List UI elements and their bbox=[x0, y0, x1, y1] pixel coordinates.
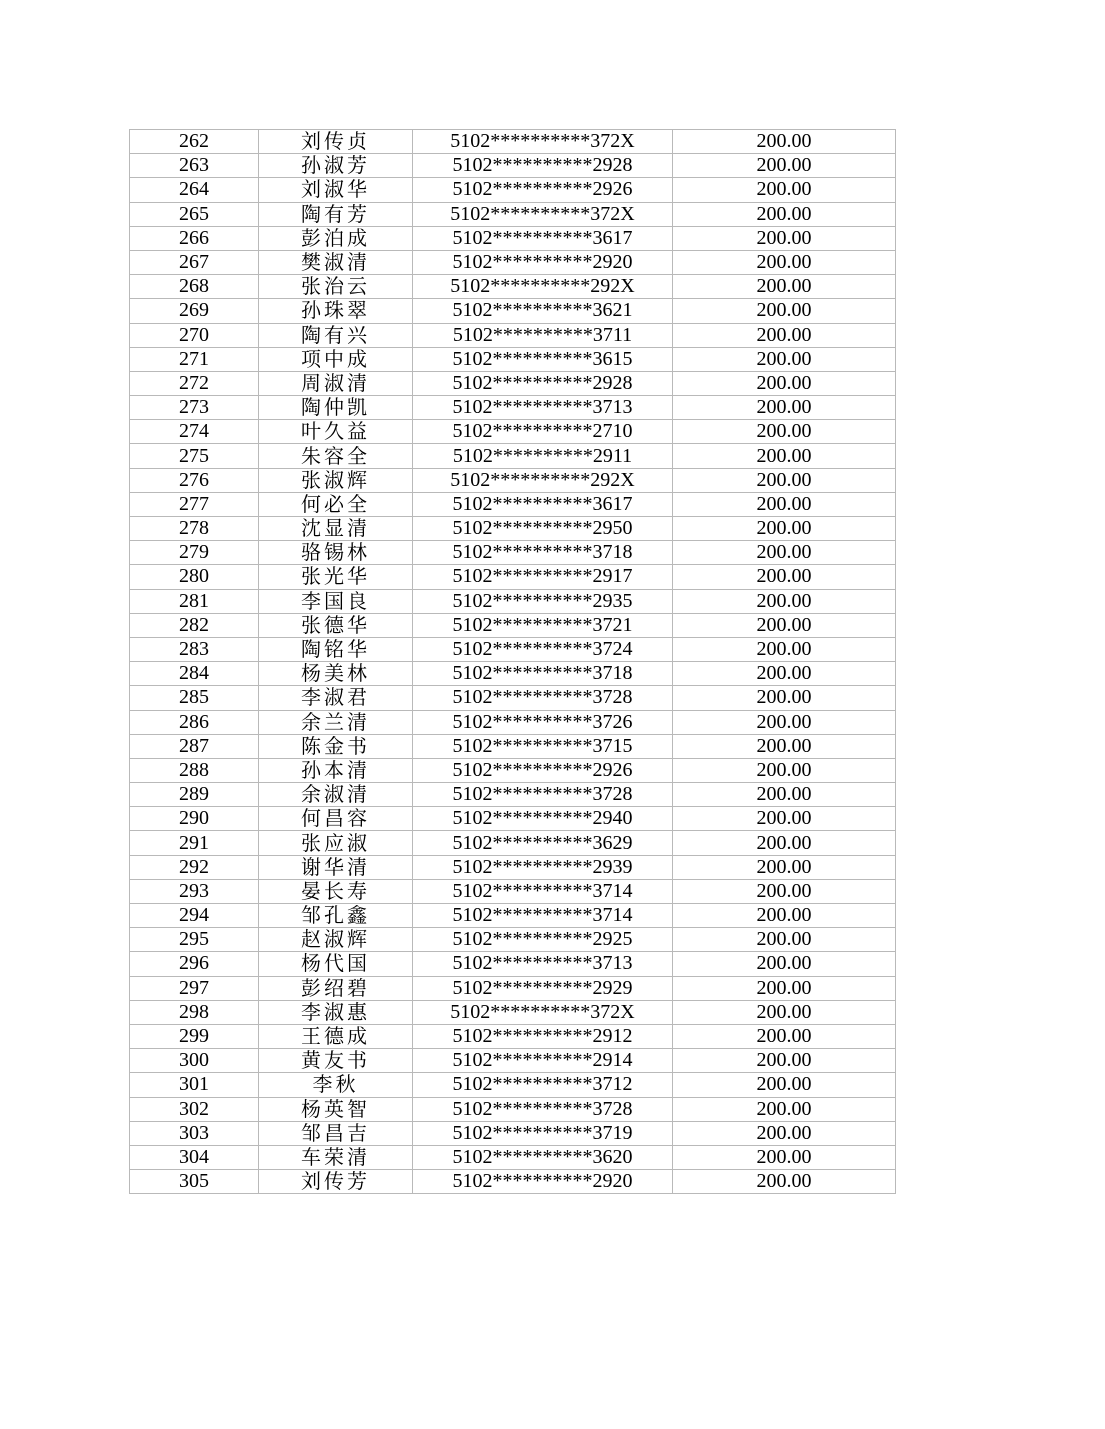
id-number-cell: 5102**********2939 bbox=[413, 855, 673, 879]
amount-cell: 200.00 bbox=[673, 928, 896, 952]
id-number-cell: 5102**********3712 bbox=[413, 1073, 673, 1097]
table-row bbox=[130, 492, 896, 516]
id-number-cell: 5102**********372X bbox=[413, 1000, 673, 1024]
amount-cell: 200.00 bbox=[673, 710, 896, 734]
row-number-cell: 294 bbox=[130, 904, 259, 928]
amount-cell: 200.00 bbox=[673, 492, 896, 516]
table-row bbox=[130, 1145, 896, 1169]
table-row bbox=[130, 178, 896, 202]
table-row bbox=[130, 976, 896, 1000]
amount-cell: 200.00 bbox=[673, 371, 896, 395]
id-number-cell: 5102**********3719 bbox=[413, 1121, 673, 1145]
id-number-cell: 5102**********2911 bbox=[413, 444, 673, 468]
table-row bbox=[130, 299, 896, 323]
row-number-cell: 268 bbox=[130, 275, 259, 299]
name-cell: 李淑惠 bbox=[259, 1000, 413, 1024]
amount-cell: 200.00 bbox=[673, 178, 896, 202]
id-number-cell: 5102**********2912 bbox=[413, 1024, 673, 1048]
row-number-cell: 304 bbox=[130, 1145, 259, 1169]
id-number-cell: 5102**********2928 bbox=[413, 154, 673, 178]
id-number-cell: 5102**********3726 bbox=[413, 710, 673, 734]
id-number-cell: 5102**********2926 bbox=[413, 178, 673, 202]
table-row bbox=[130, 1121, 896, 1145]
row-number-cell: 278 bbox=[130, 517, 259, 541]
table-row bbox=[130, 468, 896, 492]
table-row bbox=[130, 371, 896, 395]
roster-table-body bbox=[130, 130, 896, 1194]
amount-cell: 200.00 bbox=[673, 976, 896, 1000]
row-number-cell: 286 bbox=[130, 710, 259, 734]
name-cell: 邹孔鑫 bbox=[259, 904, 413, 928]
name-cell: 杨英智 bbox=[259, 1097, 413, 1121]
id-number-cell: 5102**********2928 bbox=[413, 371, 673, 395]
table-row bbox=[130, 879, 896, 903]
name-cell: 沈显清 bbox=[259, 517, 413, 541]
table-row bbox=[130, 347, 896, 371]
table-row bbox=[130, 589, 896, 613]
amount-cell: 200.00 bbox=[673, 686, 896, 710]
id-number-cell: 5102**********2940 bbox=[413, 807, 673, 831]
name-cell: 张德华 bbox=[259, 613, 413, 637]
id-number-cell: 5102**********3617 bbox=[413, 226, 673, 250]
amount-cell: 200.00 bbox=[673, 1073, 896, 1097]
id-number-cell: 5102**********3728 bbox=[413, 1097, 673, 1121]
amount-cell: 200.00 bbox=[673, 299, 896, 323]
name-cell: 刘传芳 bbox=[259, 1170, 413, 1194]
row-number-cell: 279 bbox=[130, 541, 259, 565]
amount-cell: 200.00 bbox=[673, 637, 896, 661]
name-cell: 樊淑清 bbox=[259, 250, 413, 274]
row-number-cell: 300 bbox=[130, 1049, 259, 1073]
name-cell: 李秋 bbox=[259, 1073, 413, 1097]
table-row bbox=[130, 1073, 896, 1097]
table-row bbox=[130, 444, 896, 468]
amount-cell: 200.00 bbox=[673, 420, 896, 444]
name-cell: 孙淑芳 bbox=[259, 154, 413, 178]
table-row bbox=[130, 202, 896, 226]
id-number-cell: 5102**********292X bbox=[413, 468, 673, 492]
row-number-cell: 303 bbox=[130, 1121, 259, 1145]
amount-cell: 200.00 bbox=[673, 1121, 896, 1145]
id-number-cell: 5102**********2917 bbox=[413, 565, 673, 589]
table-row bbox=[130, 613, 896, 637]
name-cell: 陶铭华 bbox=[259, 637, 413, 661]
id-number-cell: 5102**********3713 bbox=[413, 396, 673, 420]
id-number-cell: 5102**********2920 bbox=[413, 1170, 673, 1194]
row-number-cell: 281 bbox=[130, 589, 259, 613]
row-number-cell: 283 bbox=[130, 637, 259, 661]
name-cell: 杨美林 bbox=[259, 662, 413, 686]
name-cell: 刘传贞 bbox=[259, 130, 413, 154]
id-number-cell: 5102**********3718 bbox=[413, 541, 673, 565]
name-cell: 何必全 bbox=[259, 492, 413, 516]
row-number-cell: 265 bbox=[130, 202, 259, 226]
amount-cell: 200.00 bbox=[673, 855, 896, 879]
row-number-cell: 282 bbox=[130, 613, 259, 637]
amount-cell: 200.00 bbox=[673, 396, 896, 420]
table-row bbox=[130, 637, 896, 661]
amount-cell: 200.00 bbox=[673, 783, 896, 807]
row-number-cell: 267 bbox=[130, 250, 259, 274]
name-cell: 彭绍碧 bbox=[259, 976, 413, 1000]
name-cell: 孙本清 bbox=[259, 758, 413, 782]
name-cell: 张淑辉 bbox=[259, 468, 413, 492]
amount-cell: 200.00 bbox=[673, 1049, 896, 1073]
row-number-cell: 302 bbox=[130, 1097, 259, 1121]
name-cell: 邹昌吉 bbox=[259, 1121, 413, 1145]
amount-cell: 200.00 bbox=[673, 904, 896, 928]
id-number-cell: 5102**********2926 bbox=[413, 758, 673, 782]
id-number-cell: 5102**********2710 bbox=[413, 420, 673, 444]
row-number-cell: 296 bbox=[130, 952, 259, 976]
table-row bbox=[130, 1170, 896, 1194]
id-number-cell: 5102**********3721 bbox=[413, 613, 673, 637]
row-number-cell: 298 bbox=[130, 1000, 259, 1024]
id-number-cell: 5102**********3714 bbox=[413, 904, 673, 928]
id-number-cell: 5102**********3718 bbox=[413, 662, 673, 686]
table-row bbox=[130, 855, 896, 879]
table-row bbox=[130, 807, 896, 831]
row-number-cell: 289 bbox=[130, 783, 259, 807]
row-number-cell: 299 bbox=[130, 1024, 259, 1048]
name-cell: 骆锡林 bbox=[259, 541, 413, 565]
table-row bbox=[130, 226, 896, 250]
name-cell: 王德成 bbox=[259, 1024, 413, 1048]
id-number-cell: 5102**********3728 bbox=[413, 783, 673, 807]
name-cell: 李淑君 bbox=[259, 686, 413, 710]
amount-cell: 200.00 bbox=[673, 613, 896, 637]
id-number-cell: 5102**********3715 bbox=[413, 734, 673, 758]
amount-cell: 200.00 bbox=[673, 1097, 896, 1121]
table-row bbox=[130, 662, 896, 686]
name-cell: 晏长寿 bbox=[259, 879, 413, 903]
amount-cell: 200.00 bbox=[673, 275, 896, 299]
row-number-cell: 287 bbox=[130, 734, 259, 758]
amount-cell: 200.00 bbox=[673, 565, 896, 589]
table-row bbox=[130, 783, 896, 807]
id-number-cell: 5102**********3713 bbox=[413, 952, 673, 976]
name-cell: 叶久益 bbox=[259, 420, 413, 444]
name-cell: 何昌容 bbox=[259, 807, 413, 831]
amount-cell: 200.00 bbox=[673, 541, 896, 565]
id-number-cell: 5102**********372X bbox=[413, 202, 673, 226]
amount-cell: 200.00 bbox=[673, 1024, 896, 1048]
row-number-cell: 301 bbox=[130, 1073, 259, 1097]
amount-cell: 200.00 bbox=[673, 468, 896, 492]
row-number-cell: 292 bbox=[130, 855, 259, 879]
name-cell: 杨代国 bbox=[259, 952, 413, 976]
table-row bbox=[130, 420, 896, 444]
row-number-cell: 277 bbox=[130, 492, 259, 516]
table-row bbox=[130, 831, 896, 855]
table-row bbox=[130, 928, 896, 952]
amount-cell: 200.00 bbox=[673, 250, 896, 274]
amount-cell: 200.00 bbox=[673, 879, 896, 903]
table-row bbox=[130, 396, 896, 420]
amount-cell: 200.00 bbox=[673, 154, 896, 178]
name-cell: 张光华 bbox=[259, 565, 413, 589]
id-number-cell: 5102**********2950 bbox=[413, 517, 673, 541]
row-number-cell: 288 bbox=[130, 758, 259, 782]
amount-cell: 200.00 bbox=[673, 347, 896, 371]
amount-cell: 200.00 bbox=[673, 831, 896, 855]
id-number-cell: 5102**********2925 bbox=[413, 928, 673, 952]
name-cell: 余兰清 bbox=[259, 710, 413, 734]
name-cell: 黄友书 bbox=[259, 1049, 413, 1073]
row-number-cell: 290 bbox=[130, 807, 259, 831]
row-number-cell: 272 bbox=[130, 371, 259, 395]
row-number-cell: 285 bbox=[130, 686, 259, 710]
table-row bbox=[130, 323, 896, 347]
name-cell: 陶有兴 bbox=[259, 323, 413, 347]
amount-cell: 200.00 bbox=[673, 517, 896, 541]
row-number-cell: 262 bbox=[130, 130, 259, 154]
table-row bbox=[130, 1097, 896, 1121]
amount-cell: 200.00 bbox=[673, 1145, 896, 1169]
table-row bbox=[130, 952, 896, 976]
row-number-cell: 270 bbox=[130, 323, 259, 347]
row-number-cell: 263 bbox=[130, 154, 259, 178]
id-number-cell: 5102**********3724 bbox=[413, 637, 673, 661]
name-cell: 陶有芳 bbox=[259, 202, 413, 226]
id-number-cell: 5102**********2914 bbox=[413, 1049, 673, 1073]
amount-cell: 200.00 bbox=[673, 734, 896, 758]
row-number-cell: 264 bbox=[130, 178, 259, 202]
table-row bbox=[130, 154, 896, 178]
id-number-cell: 5102**********3711 bbox=[413, 323, 673, 347]
id-number-cell: 5102**********2920 bbox=[413, 250, 673, 274]
row-number-cell: 293 bbox=[130, 879, 259, 903]
amount-cell: 200.00 bbox=[673, 758, 896, 782]
row-number-cell: 276 bbox=[130, 468, 259, 492]
amount-cell: 200.00 bbox=[673, 444, 896, 468]
id-number-cell: 5102**********3617 bbox=[413, 492, 673, 516]
amount-cell: 200.00 bbox=[673, 130, 896, 154]
row-number-cell: 291 bbox=[130, 831, 259, 855]
name-cell: 陈金书 bbox=[259, 734, 413, 758]
name-cell: 余淑清 bbox=[259, 783, 413, 807]
row-number-cell: 274 bbox=[130, 420, 259, 444]
name-cell: 项中成 bbox=[259, 347, 413, 371]
id-number-cell: 5102**********3728 bbox=[413, 686, 673, 710]
table-row bbox=[130, 517, 896, 541]
id-number-cell: 5102**********292X bbox=[413, 275, 673, 299]
table-row bbox=[130, 710, 896, 734]
table-row bbox=[130, 275, 896, 299]
row-number-cell: 280 bbox=[130, 565, 259, 589]
name-cell: 张治云 bbox=[259, 275, 413, 299]
name-cell: 周淑清 bbox=[259, 371, 413, 395]
row-number-cell: 266 bbox=[130, 226, 259, 250]
amount-cell: 200.00 bbox=[673, 662, 896, 686]
amount-cell: 200.00 bbox=[673, 807, 896, 831]
id-number-cell: 5102**********3621 bbox=[413, 299, 673, 323]
id-number-cell: 5102**********372X bbox=[413, 130, 673, 154]
amount-cell: 200.00 bbox=[673, 323, 896, 347]
id-number-cell: 5102**********2935 bbox=[413, 589, 673, 613]
amount-cell: 200.00 bbox=[673, 1000, 896, 1024]
table-row bbox=[130, 904, 896, 928]
table-row bbox=[130, 734, 896, 758]
amount-cell: 200.00 bbox=[673, 589, 896, 613]
amount-cell: 200.00 bbox=[673, 952, 896, 976]
row-number-cell: 295 bbox=[130, 928, 259, 952]
name-cell: 谢华清 bbox=[259, 855, 413, 879]
amount-cell: 200.00 bbox=[673, 202, 896, 226]
row-number-cell: 284 bbox=[130, 662, 259, 686]
table-row bbox=[130, 541, 896, 565]
table-row bbox=[130, 565, 896, 589]
name-cell: 陶仲凯 bbox=[259, 396, 413, 420]
table-row bbox=[130, 758, 896, 782]
table-row bbox=[130, 130, 896, 154]
row-number-cell: 275 bbox=[130, 444, 259, 468]
amount-cell: 200.00 bbox=[673, 1170, 896, 1194]
row-number-cell: 297 bbox=[130, 976, 259, 1000]
name-cell: 李国良 bbox=[259, 589, 413, 613]
row-number-cell: 273 bbox=[130, 396, 259, 420]
name-cell: 刘淑华 bbox=[259, 178, 413, 202]
id-number-cell: 5102**********3620 bbox=[413, 1145, 673, 1169]
table-row bbox=[130, 250, 896, 274]
id-number-cell: 5102**********3629 bbox=[413, 831, 673, 855]
id-number-cell: 5102**********2929 bbox=[413, 976, 673, 1000]
row-number-cell: 269 bbox=[130, 299, 259, 323]
id-number-cell: 5102**********3714 bbox=[413, 879, 673, 903]
table-row bbox=[130, 686, 896, 710]
name-cell: 赵淑辉 bbox=[259, 928, 413, 952]
name-cell: 孙珠翠 bbox=[259, 299, 413, 323]
name-cell: 张应淑 bbox=[259, 831, 413, 855]
name-cell: 车荣清 bbox=[259, 1145, 413, 1169]
table-row bbox=[130, 1000, 896, 1024]
amount-cell: 200.00 bbox=[673, 226, 896, 250]
table-row bbox=[130, 1024, 896, 1048]
name-cell: 朱容全 bbox=[259, 444, 413, 468]
row-number-cell: 271 bbox=[130, 347, 259, 371]
row-number-cell: 305 bbox=[130, 1170, 259, 1194]
roster-table bbox=[129, 129, 896, 1194]
name-cell: 彭泊成 bbox=[259, 226, 413, 250]
table-row bbox=[130, 1049, 896, 1073]
id-number-cell: 5102**********3615 bbox=[413, 347, 673, 371]
